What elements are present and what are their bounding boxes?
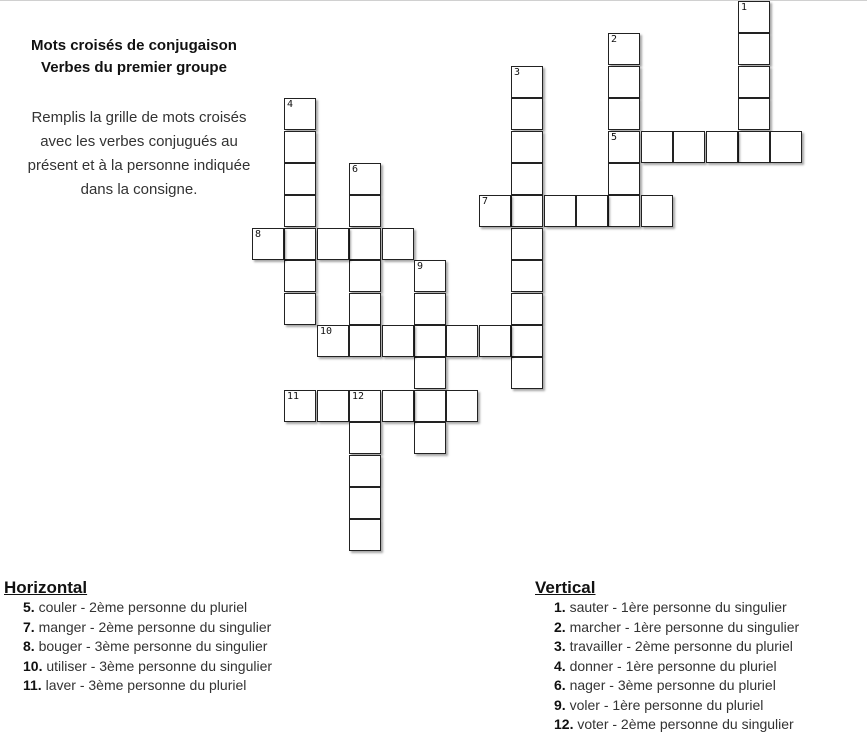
crossword-cell[interactable] [382, 228, 414, 260]
clue-start-number: 7 [482, 196, 489, 207]
vertical-heading: Vertical [535, 578, 596, 597]
clue-item [535, 637, 799, 657]
clue-item [4, 637, 272, 657]
clue-start-number: 11 [287, 391, 300, 402]
crossword-cell[interactable] [284, 163, 316, 195]
crossword-cell[interactable] [414, 357, 446, 389]
clue-item [4, 598, 272, 618]
clue-text: laver - 3ème personne du pluriel [45, 677, 247, 693]
clue-number: 6. [554, 677, 566, 693]
instructions-line: dans la consigne. [80, 181, 198, 198]
clue-number: 5. [23, 599, 35, 615]
clue-number: 2. [554, 618, 566, 635]
crossword-cell[interactable] [284, 390, 316, 422]
crossword-cell[interactable] [544, 195, 576, 227]
crossword-cell[interactable] [349, 390, 381, 422]
crossword-cell[interactable] [608, 163, 640, 195]
crossword-cell[interactable] [414, 260, 446, 292]
clue-start-number: 3 [514, 67, 521, 78]
crossword-cell[interactable] [511, 163, 543, 195]
crossword-cell[interactable] [317, 228, 349, 260]
crossword-cell[interactable] [511, 98, 543, 130]
instructions-line: présent et à la personne indiquée [27, 157, 251, 174]
crossword-cell[interactable] [349, 325, 381, 357]
crossword-cell[interactable] [738, 33, 770, 65]
crossword-cell[interactable] [511, 293, 543, 325]
clue-item [535, 598, 799, 618]
crossword-cell[interactable] [608, 131, 640, 163]
instructions-line: avec les verbes conjugués au [40, 133, 238, 150]
clue-number: 1. [554, 599, 566, 615]
crossword-cell[interactable] [349, 422, 381, 454]
clue-text: voter - 2ème personne du singulier [577, 716, 794, 732]
crossword-cell[interactable] [738, 66, 770, 98]
crossword-cell[interactable] [511, 260, 543, 292]
crossword-cell[interactable] [673, 131, 705, 163]
crossword-cell[interactable] [349, 519, 381, 551]
crossword-cell[interactable] [382, 325, 414, 357]
clue-number: 9. [554, 696, 566, 713]
clue-number: 3. [554, 638, 566, 654]
crossword-cell[interactable] [414, 390, 446, 422]
crossword-cell[interactable] [511, 325, 543, 357]
clue-text: utiliser - 3ème personne du singulier [46, 657, 273, 674]
clue-text: manger - 2ème personne du singulier [38, 618, 272, 635]
crossword-cell[interactable] [284, 98, 316, 130]
crossword-cell[interactable] [349, 163, 381, 195]
crossword-cell[interactable] [576, 195, 608, 227]
clue-text: travailler - 2ème personne du pluriel [569, 638, 793, 654]
clue-number: 10. [23, 657, 43, 674]
clue-start-number: 8 [255, 229, 262, 240]
crossword-cell[interactable] [608, 195, 640, 227]
clue-start-number: 10 [320, 326, 333, 337]
crossword-cell[interactable] [284, 228, 316, 260]
crossword-cell[interactable] [706, 131, 738, 163]
clue-number: 8. [23, 638, 35, 654]
crossword-cell[interactable] [349, 455, 381, 487]
crossword-cell[interactable] [738, 1, 770, 33]
instructions-line: Remplis la grille de mots croisés [31, 109, 247, 126]
crossword-cell[interactable] [608, 66, 640, 98]
crossword-cell[interactable] [349, 195, 381, 227]
crossword-cell[interactable] [479, 195, 511, 227]
crossword-cell[interactable] [446, 325, 478, 357]
clue-start-number: 2 [611, 34, 618, 45]
crossword-cell[interactable] [511, 66, 543, 98]
clue-start-number: 12 [352, 391, 365, 402]
horizontal-clues [4, 578, 272, 696]
crossword-cell[interactable] [446, 390, 478, 422]
clue-item [4, 618, 272, 638]
clue-text: bouger - 3ème personne du singulier [38, 638, 268, 654]
crossword-cell[interactable] [608, 33, 640, 65]
crossword-cell[interactable] [770, 131, 802, 163]
page-title: Mots croisés de conjugaison [31, 37, 237, 54]
clue-number: 4. [554, 657, 566, 674]
crossword-cell[interactable] [317, 390, 349, 422]
crossword-cell[interactable] [382, 390, 414, 422]
crossword-cell[interactable] [284, 293, 316, 325]
clue-number: 11. [23, 677, 42, 693]
clue-item [535, 676, 799, 696]
crossword-cell[interactable] [284, 195, 316, 227]
clue-start-number: 5 [611, 132, 618, 143]
crossword-cell[interactable] [738, 98, 770, 130]
crossword-cell[interactable] [414, 422, 446, 454]
clue-item [4, 657, 272, 677]
clue-text: donner - 1ère personne du pluriel [569, 657, 777, 674]
clue-start-number: 9 [417, 261, 424, 272]
clue-text: voler - 1ère personne du pluriel [569, 696, 764, 713]
clue-text: marcher - 1ère personne du singulier [569, 618, 800, 635]
clue-item [4, 676, 272, 696]
clue-item [535, 696, 799, 716]
clue-number: 12. [554, 716, 574, 732]
crossword-cell[interactable] [349, 228, 381, 260]
horizontal-heading: Horizontal [4, 578, 88, 597]
clue-text: nager - 3ème personne du pluriel [569, 677, 776, 693]
clue-start-number: 6 [352, 164, 359, 175]
crossword-cell[interactable] [317, 325, 349, 357]
crossword-cell[interactable] [511, 228, 543, 260]
crossword-cell[interactable] [641, 195, 673, 227]
crossword-cell[interactable] [511, 357, 543, 389]
clue-start-number: 4 [287, 99, 294, 110]
crossword-cell[interactable] [414, 325, 446, 357]
crossword-cell[interactable] [252, 228, 284, 260]
clue-item [535, 618, 799, 638]
crossword-cell[interactable] [511, 131, 543, 163]
vertical-clues [535, 578, 799, 735]
clue-number: 7. [23, 618, 35, 635]
crossword-cell[interactable] [349, 260, 381, 292]
crossword-cell[interactable] [479, 325, 511, 357]
clue-text: couler - 2ème personne du pluriel [38, 599, 248, 615]
crossword-cell[interactable] [414, 293, 446, 325]
clue-text: sauter - 1ère personne du singulier [569, 599, 787, 615]
crossword-cell[interactable] [284, 260, 316, 292]
crossword-cell[interactable] [608, 98, 640, 130]
crossword-cell[interactable] [511, 195, 543, 227]
page-subtitle: Verbes du premier groupe [41, 59, 227, 76]
crossword-cell[interactable] [641, 131, 673, 163]
crossword-cell[interactable] [284, 131, 316, 163]
clue-item [535, 657, 799, 677]
crossword-cell[interactable] [349, 487, 381, 519]
crossword-cell[interactable] [349, 293, 381, 325]
crossword-cell[interactable] [738, 131, 770, 163]
clue-start-number: 1 [741, 2, 748, 13]
